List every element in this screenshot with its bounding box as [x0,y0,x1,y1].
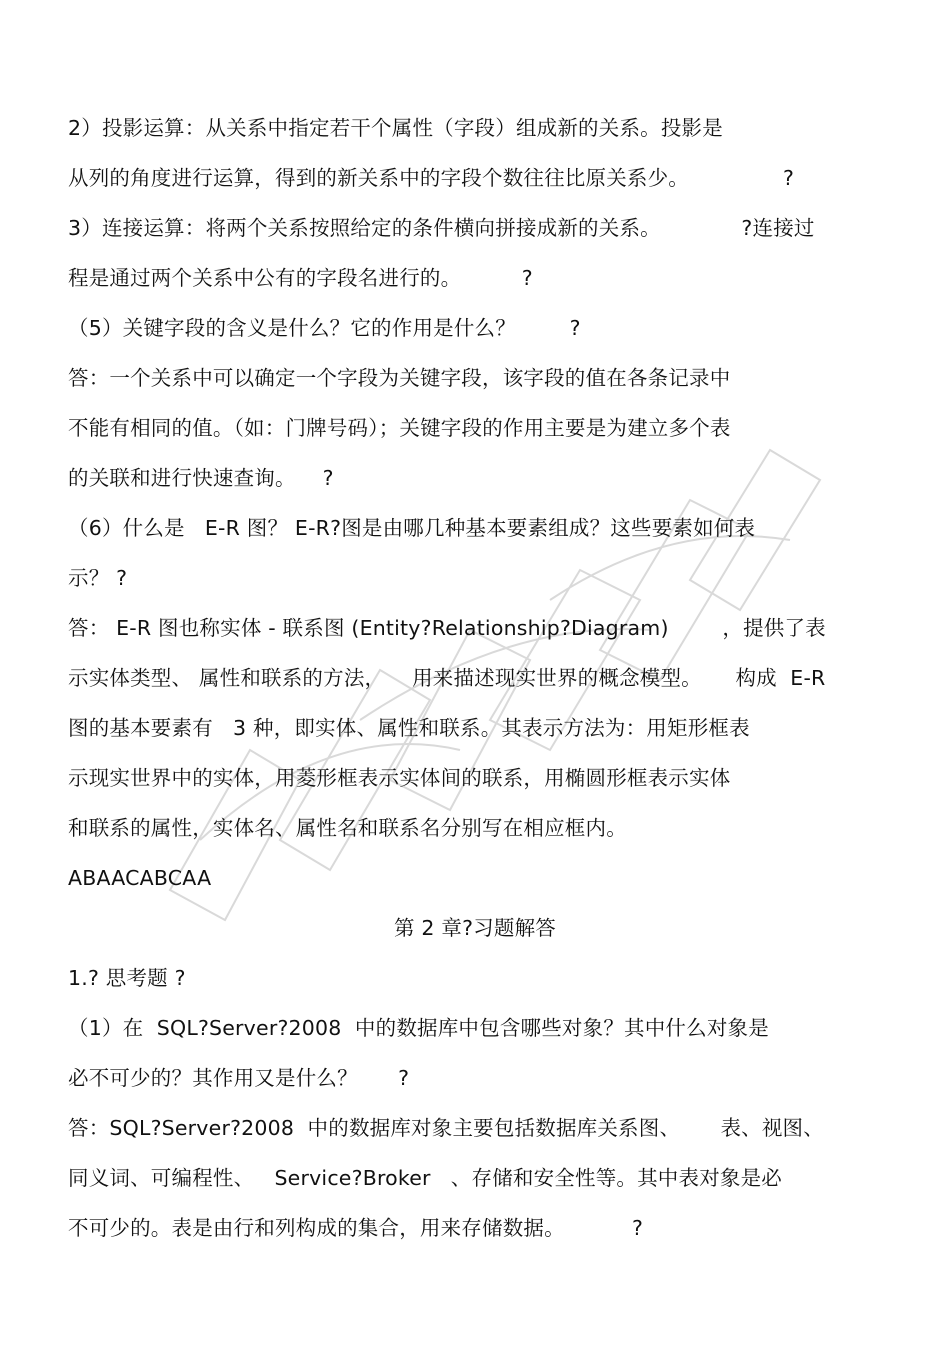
answer-line: 答：SQL?Server?2008 中的数据库对象主要包括数据库关系图、 表、视图、 [68,1116,824,1140]
question-heading: 必不可少的？其作用又是什么？ ? [68,1066,410,1090]
text-line: 3）连接运算：将两个关系按照给定的条件横向拼接成新的关系。 ?连接过 [68,216,815,240]
chapter-title: 第 2 章?习题解答 [394,916,556,940]
question-heading: （1）在 SQL?Server?2008 中的数据库中包含哪些对象？其中什么对象是 [68,1016,769,1040]
section-heading: 1.? 思考题 ? [68,966,186,990]
answer-line: 不能有相同的值。（如：门牌号码）；关键字段的作用主要是为建立多个表 [68,416,731,440]
answer-line: 答： E-R 图也称实体 - 联系图 (Entity?Relationship?Diagram) ，提供了表 [68,616,826,640]
answer-line: 和联系的属性，实体名、属性名和联系名分别写在相应框内。 [68,816,627,840]
answer-line: 示现实世界中的实体，用菱形框表示实体间的联系，用椭圆形框表示实体 [68,766,731,790]
text-line: 从列的角度进行运算，得到的新关系中的字段个数往往比原关系少。 ? [68,166,795,190]
answer-line: 不可少的。表是由行和列构成的集合，用来存储数据。 ? [68,1216,644,1240]
question-heading: （5）关键字段的含义是什么？它的作用是什么？ ? [68,316,581,340]
question-heading: 示？ ? [68,566,128,590]
answer-line: 的关联和进行快速查询。 ? [68,466,334,490]
question-heading: （6）什么是 E-R 图？ E-R?图是由哪几种基本要素组成？这些要素如何表 [68,516,756,540]
answer-line: 图的基本要素有 3 种，即实体、属性和联系。其表示方法为：用矩形框表 [68,716,750,740]
answer-line: 示实体类型、 属性和联系的方法， 用来描述现实世界的概念模型。 构成 E-R [68,666,826,690]
answer-line: 答：一个关系中可以确定一个字段为关键字段，该字段的值在各条记录中 [68,366,731,390]
text-line: 2）投影运算：从关系中指定若干个属性（字段）组成新的关系。投影是 [68,116,723,140]
text-line: 程是通过两个关系中公有的字段名进行的。 ? [68,266,533,290]
answer-line: 同义词、可编程性、 Service?Broker 、存储和安全性等。其中表对象是必 [68,1166,783,1190]
answer-key: ABAACABCAA [68,866,212,890]
